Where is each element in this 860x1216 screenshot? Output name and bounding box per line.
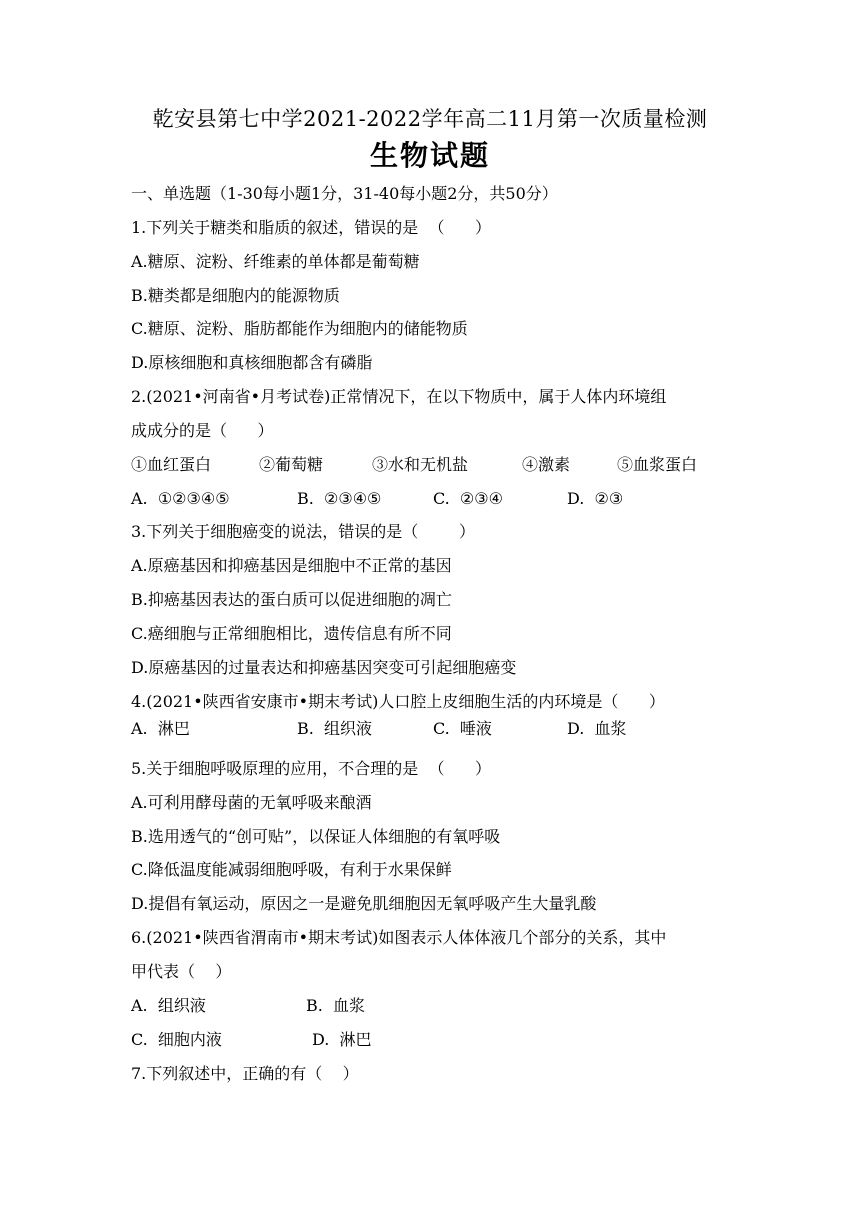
question-6-option-b: B. 血浆 — [306, 996, 366, 1015]
question-6-option-c: C. 细胞内液 — [131, 1030, 222, 1049]
question-2-stem-line-1: 2.(2021•河南省•月考试卷)正常情况下，在以下物质中，属于人体内环境组 — [131, 387, 667, 406]
document-subtitle: 生物试题 — [369, 139, 490, 172]
question-4-option-b: B. 组织液 — [297, 719, 373, 738]
question-1-option-b: B.糖类都是细胞内的能源物质 — [131, 286, 340, 305]
question-2-item-2: ②葡萄糖 — [259, 455, 324, 474]
question-1-option-c: C.糖原、淀粉、脂肪都能作为细胞内的储能物质 — [131, 319, 468, 338]
question-6-stem-line-2: 甲代表（ ） — [131, 962, 232, 981]
question-7-stem: 7.下列叙述中，正确的有（ ） — [131, 1064, 359, 1083]
question-2-option-b: B. ②③④⑤ — [297, 489, 382, 508]
question-2-option-d: D. ②③ — [567, 489, 624, 508]
question-6-option-a: A. 组织液 — [131, 996, 206, 1015]
question-5-stem: 5.关于细胞呼吸原理的应用，不合理的是 （ ） — [131, 759, 491, 778]
question-2-item-4: ④激素 — [522, 455, 571, 474]
question-2-item-5: ⑤血浆蛋白 — [617, 455, 698, 474]
question-1-stem: 1.下列关于糖类和脂质的叙述，错误的是 （ ） — [131, 218, 491, 237]
document-title: 乾安县第七中学2021-2022学年高二11月第一次质量检测 — [152, 107, 708, 131]
question-3-stem: 3.下列关于细胞癌变的说法，错误的是（ ） — [131, 522, 475, 541]
question-3-option-c: C.癌细胞与正常细胞相比，遗传信息有所不同 — [131, 624, 452, 643]
question-3-option-d: D.原癌基因的过量表达和抑癌基因突变可引起细胞癌变 — [131, 658, 517, 677]
question-2-options — [0, 487, 860, 511]
section-heading: 一、单选题（1-30每小题1分，31-40每小题2分，共50分） — [131, 184, 558, 203]
question-4-options — [0, 717, 860, 741]
question-6-options-row-2 — [0, 1028, 860, 1052]
question-2-item-3: ③水和无机盐 — [372, 455, 469, 474]
question-2-stem-line-2: 成成分的是（ ） — [131, 421, 274, 440]
question-2-item-1: ①血红蛋白 — [131, 455, 212, 474]
question-2-option-c: C. ②③④ — [433, 489, 503, 508]
question-4-stem: 4.(2021•陕西省安康市•期末考试)人口腔上皮细胞生活的内环境是（ ） — [131, 692, 665, 711]
question-2-option-a: A. ①②③④⑤ — [131, 489, 230, 508]
question-4-option-d: D. 血浆 — [567, 719, 627, 738]
question-4-option-a: A. 淋巴 — [131, 719, 190, 738]
question-5-option-d: D.提倡有氧运动，原因之一是避免肌细胞因无氧呼吸产生大量乳酸 — [131, 894, 597, 913]
question-6-option-d: D. 淋巴 — [312, 1030, 372, 1049]
question-1-option-a: A.糖原、淀粉、纤维素的单体都是葡萄糖 — [131, 252, 420, 271]
question-3-option-a: A.原癌基因和抑癌基因是细胞中不正常的基因 — [131, 556, 452, 575]
question-6-options-row-1 — [0, 994, 860, 1018]
question-5-option-c: C.降低温度能减弱细胞呼吸，有利于水果保鲜 — [131, 860, 452, 879]
question-2-items — [0, 453, 860, 477]
question-6-stem-line-1: 6.(2021•陕西省渭南市•期末考试)如图表示人体体液几个部分的关系，其中 — [131, 928, 667, 947]
question-5-option-a: A.可利用酵母菌的无氧呼吸来酿酒 — [131, 793, 372, 812]
question-4-option-c: C. 唾液 — [433, 719, 492, 738]
question-1-option-d: D.原核细胞和真核细胞都含有磷脂 — [131, 353, 373, 372]
question-5-option-b: B.选用透气的“创可贴”，以保证人体细胞的有氧呼吸 — [131, 827, 501, 846]
question-3-option-b: B.抑癌基因表达的蛋白质可以促进细胞的凋亡 — [131, 590, 452, 609]
